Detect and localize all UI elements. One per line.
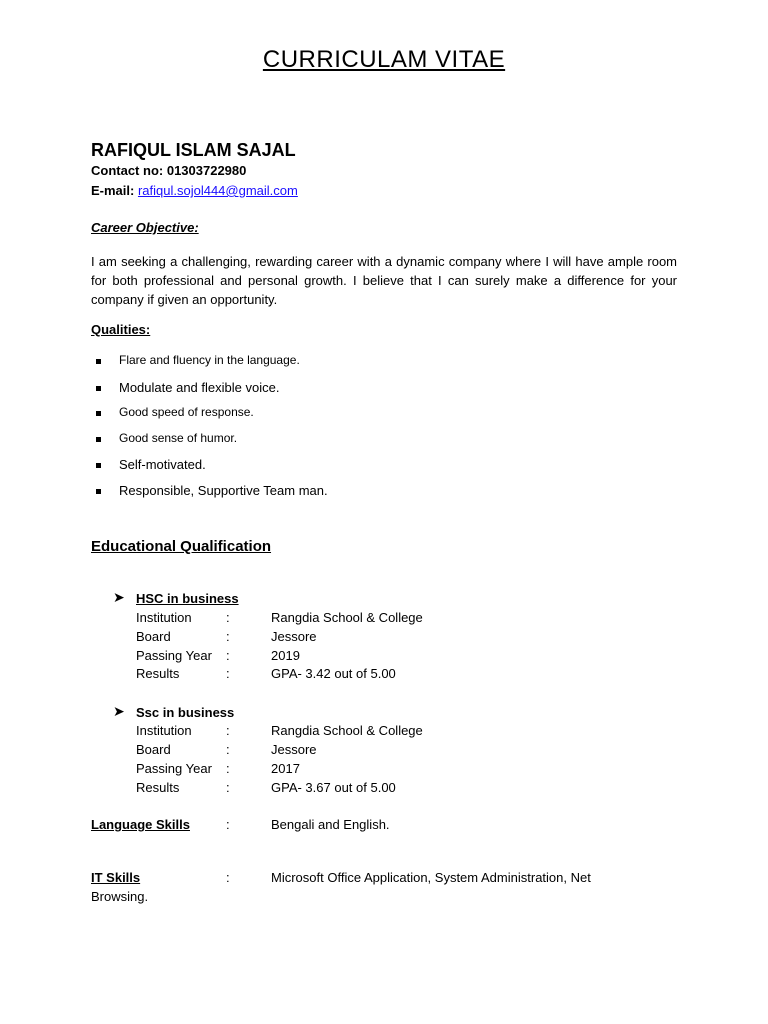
edu-row-label: Board [136,629,171,644]
edu-row-sep: : [226,610,230,625]
quality-text: Good speed of response. [119,405,254,419]
ssc-title: Ssc in business [136,705,235,720]
applicant-name: RAFIQUL ISLAM SAJAL [91,140,296,160]
edu-row-label: Results [136,666,180,681]
edu-row-value: Rangdia School & College [271,610,423,625]
edu-row-value: Jessore [271,742,317,757]
square-bullet-icon [96,437,101,442]
edu-row-label: Passing Year [136,648,212,663]
edu-row-value: 2017 [271,761,300,776]
quality-text: Responsible, Supportive Team man. [119,483,328,498]
arrow-bullet-icon: ➤ [113,589,125,605]
hsc-title: HSC in business [136,591,239,606]
qualities-heading: Qualities: [91,322,151,337]
square-bullet-icon [96,489,101,494]
quality-text: Good sense of humor. [119,431,238,445]
contact-number: 01303722980 [166,163,247,178]
email-label: E-mail: [91,183,135,198]
square-bullet-icon [96,359,101,364]
edu-row-sep: : [226,723,230,738]
it-skills-label: IT Skills [91,870,141,885]
arrow-bullet-icon: ➤ [113,703,125,719]
career-objective-heading: Career Objective: [91,220,199,235]
quality-text: Self-motivated. [119,457,206,472]
it-skills-sep: : [226,870,230,885]
email-link[interactable]: rafiqul.sojol444@gmail.com [137,183,298,198]
edu-row-value: GPA- 3.42 out of 5.00 [271,666,396,681]
edu-row-value: GPA- 3.67 out of 5.00 [271,780,396,795]
square-bullet-icon [96,463,101,468]
education-heading: Educational Qualification [91,538,272,555]
edu-row-value: Rangdia School & College [271,723,423,738]
edu-row-label: Passing Year [136,761,212,776]
edu-row-label: Results [136,780,180,795]
edu-row-sep: : [226,761,230,776]
edu-row-label: Board [136,742,171,757]
language-skills-sep: : [226,817,230,832]
edu-row-value: 2019 [271,648,300,663]
it-skills-value-cont: Browsing. [91,889,149,904]
email-line [91,183,298,198]
it-skills-value: Microsoft Office Application, System Administration, Net [271,870,591,885]
edu-row-label: Institution [136,610,192,625]
edu-row-sep: : [226,780,230,795]
quality-text: Modulate and flexible voice. [119,380,280,395]
quality-text: Flare and fluency in the language. [119,353,300,367]
edu-row-sep: : [226,666,230,681]
edu-row-label: Institution [136,723,192,738]
language-skills-value: Bengali and English. [271,817,390,832]
language-skills-label: Language Skills [91,817,190,832]
edu-row-sep: : [226,648,230,663]
square-bullet-icon [96,386,101,391]
square-bullet-icon [96,411,101,416]
edu-row-value: Jessore [271,629,317,644]
career-objective-text: I am seeking a challenging, rewarding career with a dynamic company where I will have ample room for both professional and personal growth. I believe that I can surely make a difference for your company if given an opportunity. [91,254,677,307]
contact-label: Contact no: [91,163,164,178]
contact-line [91,163,246,178]
document-title: CURRICULAM VITAE [262,46,506,73]
edu-row-sep: : [226,629,230,644]
edu-row-sep: : [226,742,230,757]
